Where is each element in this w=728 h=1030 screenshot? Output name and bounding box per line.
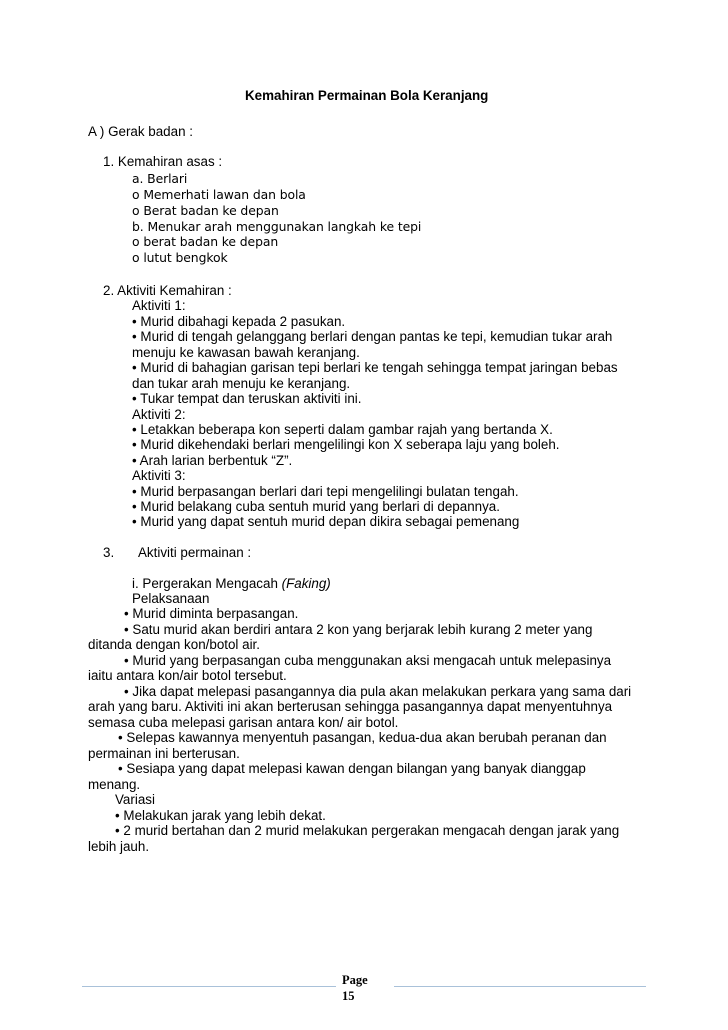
item1-line: o Memerhati lawan dan bola (132, 187, 306, 202)
item3-line: semasa cuba melepasi garisan antara kon/ air botol. (88, 715, 399, 730)
item2-line: • Murid dibahagi kepada 2 pasukan. (132, 314, 346, 329)
variasi-label: Variasi (115, 792, 155, 807)
item1-line: o berat badan ke depan (132, 234, 279, 249)
item3-line: • 2 murid bertahan dan 2 murid melakukan pergerakan mengacah dengan jarak yang (115, 823, 620, 838)
item3-line: • Sesiapa yang dapat melepasi kawan dengan bilangan yang banyak dianggap (118, 761, 586, 776)
item2-line: • Murid yang dapat sentuh murid depan dikira sebagai pemenang (132, 514, 520, 529)
item2-line: Aktiviti 3: (132, 468, 186, 483)
item2-line: • Arah larian berbentuk “Z”. (132, 453, 293, 468)
item3-line: iaitu antara kon/air botol tersebut. (88, 668, 287, 683)
item3-number: 3. (103, 545, 115, 560)
item3-line: • Murid diminta berpasangan. (124, 606, 299, 621)
item1-line: a. Berlari (132, 171, 188, 186)
item2-line: • Murid belakang cuba sentuh murid yang berlari di depannya. (132, 499, 500, 514)
faking-heading (132, 576, 331, 592)
item1-line: o lutut bengkok (132, 250, 228, 265)
footer-rule-right (394, 986, 646, 987)
item3-line: menang. (88, 777, 141, 792)
page-title: Kemahiran Permainan Bola Keranjang (245, 88, 489, 103)
item3-line: • Jika dapat melepasi pasangannya dia pula akan melakukan perkara yang sama dari (124, 684, 632, 699)
item3-heading: Aktiviti permainan : (138, 545, 252, 560)
item3-line: lebih jauh. (88, 839, 150, 854)
page-label: Page (342, 973, 368, 987)
item2-line: menuju ke kawasan bawah keranjang. (132, 345, 360, 360)
item3-line: • Melakukan jarak yang lebih dekat. (115, 808, 326, 823)
item3-line: permainan ini berterusan. (88, 746, 240, 761)
item3-line: ditanda dengan kon/botol air. (88, 637, 260, 652)
page-number: 15 (342, 989, 355, 1003)
item2-line: • Letakkan beberapa kon seperti dalam gambar rajah yang bertanda X. (132, 422, 553, 437)
item2-line: dan tukar arah menuju ke keranjang. (132, 376, 351, 391)
item3-line: • Murid yang berpasangan cuba menggunakan aksi mengacah untuk melepasinya (124, 653, 612, 668)
pelaksanaan-label: Pelaksanaan (132, 591, 210, 606)
item3-line: arah yang baru. Aktiviti ini akan berterusan sehingga pasangannya dapat menyentuhnya (88, 699, 613, 714)
item2-line: • Murid dikehendaki berlari mengelilingi kon X seberapa laju yang boleh. (132, 437, 560, 452)
item3-line: • Satu murid akan berdiri antara 2 kon yang berjarak lebih kurang 2 meter yang (124, 622, 593, 637)
faking-italic: (Faking) (281, 576, 331, 591)
item2-line: Aktiviti 2: (132, 407, 186, 422)
item1-line: b. Menukar arah menggunakan langkah ke tepi (132, 219, 422, 234)
footer-rule-left (82, 986, 336, 987)
item2-line: • Murid di tengah gelanggang berlari dengan pantas ke tepi, kemudian tukar arah (132, 329, 613, 344)
item2-heading: 2. Aktiviti Kemahiran : (103, 283, 232, 298)
item1-line: o Berat badan ke depan (132, 203, 279, 218)
item1-heading: 1. Kemahiran asas : (103, 154, 223, 169)
item2-line: Aktiviti 1: (132, 298, 186, 313)
item3-line: • Selepas kawannya menyentuh pasangan, kedua-dua akan berubah peranan dan (118, 730, 607, 745)
section-a-heading: A ) Gerak badan : (88, 124, 193, 139)
faking-prefix: i. Pergerakan Mengacah (132, 576, 282, 591)
item2-line: • Tukar tempat dan teruskan aktiviti ini. (132, 391, 362, 406)
item2-line: • Murid di bahagian garisan tepi berlari ke tengah sehingga tempat jaringan bebas (132, 360, 618, 375)
item2-line: • Murid berpasangan berlari dari tepi mengelilingi bulatan tengah. (132, 484, 519, 499)
page-number-block (342, 972, 368, 1004)
